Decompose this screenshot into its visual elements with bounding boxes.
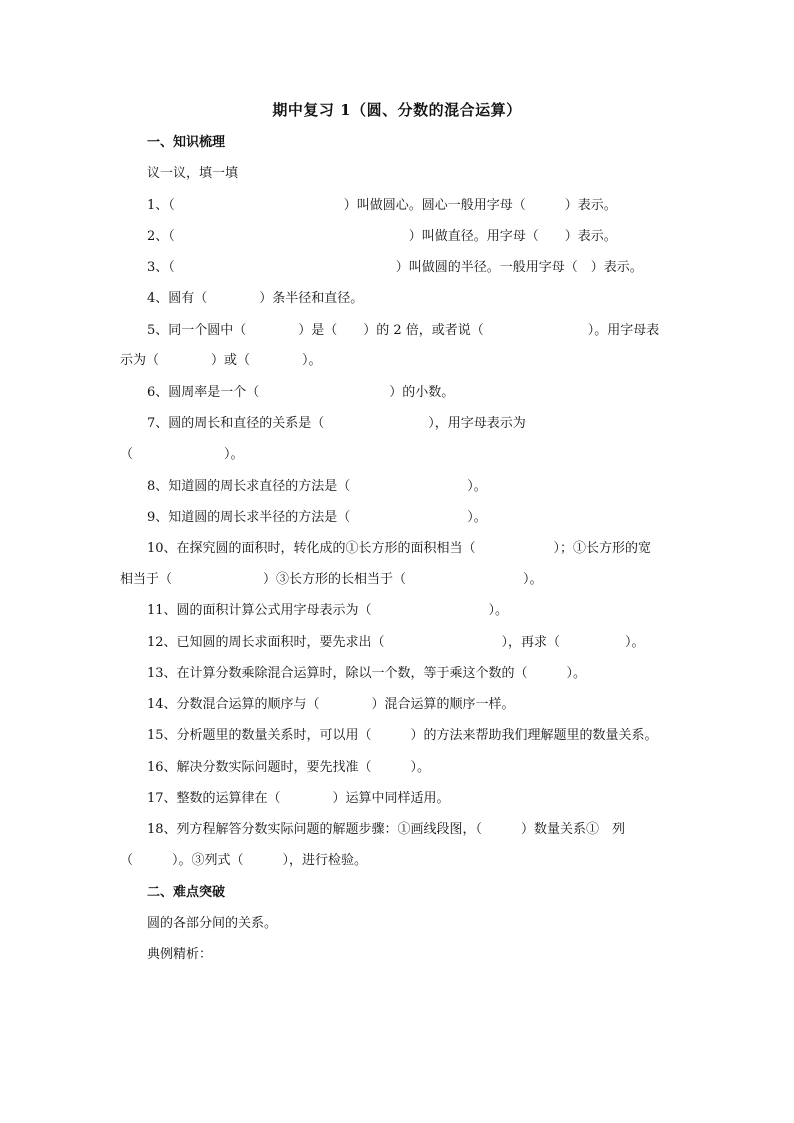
question-3: 3、（ ）叫做圆的半径。一般用字母（ ）表示。 (147, 260, 643, 275)
question-18-line-1: 18、列方程解答分数实际问题的解题步骤：①画线段图，（ ）数量关系① 列 (147, 822, 626, 837)
question-10-line-2: 相当于（ ）③长方形的长相当于（ ）。 (120, 572, 543, 587)
question-6: 6、圆周率是一个（ ）的小数。 (147, 385, 455, 400)
question-10-line-1: 10、在探究圆的面积时，转化成的①长方形的面积相当（ ）；①长方形的宽 (147, 541, 652, 556)
question-11: 11、圆的面积计算公式用字母表示为（ ）。 (147, 603, 509, 618)
question-5-line-1: 5、同一个圆中（ ）是（ ）的 2 倍，或者说（ ）。用字母表 (147, 323, 660, 338)
question-16: 16、解决分数实际问题时，要先找准（ ）。 (147, 760, 431, 775)
question-17: 17、整数的运算律在（ ）运算中同样适用。 (147, 791, 450, 806)
question-7-line-2: （ ）。 (120, 447, 244, 462)
question-2: 2、（ ）叫做直径。用字母（ ）表示。 (147, 229, 617, 244)
paragraph-circle-relations: 圆的各部分间的关系。 (147, 916, 278, 931)
question-1: 1、（ ）叫做圆心。圆心一般用字母（ ）表示。 (147, 198, 617, 213)
question-4: 4、圆有（ ）条半径和直径。 (147, 291, 364, 306)
question-5-line-2: 示为（ ）或（ ）。 (120, 353, 322, 368)
page-title: 期中复习 1（圆、分数的混合运算） (272, 101, 522, 119)
question-7-line-1: 7、圆的周长和直径的关系是（ ），用字母表示为 (147, 416, 526, 431)
intro-text: 议一议，填一填 (147, 166, 239, 181)
question-14: 14、分数混合运算的顺序与（ ）混合运算的顺序一样。 (147, 697, 515, 712)
question-13: 13、在计算分数乘除混合运算时，除以一个数，等于乘这个数的（ ）。 (147, 666, 587, 681)
question-18-line-2: （ ）。③列式（ ），进行检验。 (120, 853, 368, 868)
question-9: 9、知道圆的周长求半径的方法是（ ）。 (147, 510, 487, 525)
question-15: 15、分析题里的数量关系时，可以用（ ）的方法来帮助我们理解题里的数量关系。 (147, 728, 658, 743)
paragraph-example-analysis: 典例精析： (147, 947, 213, 962)
question-8: 8、知道圆的周长求直径的方法是（ ）。 (147, 479, 487, 494)
section-heading-knowledge: 一、知识梳理 (147, 135, 226, 150)
section-heading-difficulty: 二、难点突破 (147, 885, 226, 900)
question-12: 12、已知圆的周长求面积时，要先求出（ ），再求（ ）。 (147, 635, 645, 650)
